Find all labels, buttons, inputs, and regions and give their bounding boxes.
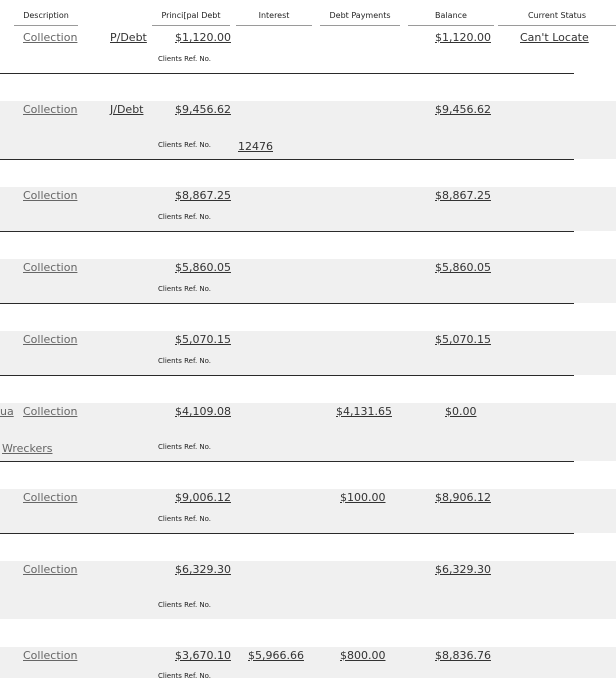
description-cell[interactable]: Collection [23, 491, 78, 504]
clients-ref-label: Clients Ref. No. [158, 285, 212, 293]
principal-cell[interactable]: $4,109.08 [175, 405, 231, 418]
row-band [0, 561, 616, 619]
balance-cell[interactable]: $5,860.05 [435, 261, 491, 274]
header-balance-label: Balance [435, 11, 467, 20]
interest-cell[interactable]: $5,966.66 [248, 649, 304, 662]
row-band [0, 187, 616, 231]
description-cell[interactable]: Collection [23, 405, 78, 418]
description-cell[interactable]: Collection [23, 261, 78, 274]
header-principal-label: Princi[pal Debt [161, 11, 221, 20]
description-cell[interactable]: Collection [23, 333, 78, 346]
balance-cell[interactable]: $8,867.25 [435, 189, 491, 202]
header-interest [236, 10, 312, 26]
client-name-fragment[interactable]: ua [0, 405, 14, 418]
balance-cell[interactable]: $1,120.00 [435, 31, 491, 44]
clients-ref-label: Clients Ref. No. [158, 515, 212, 523]
clients-ref-label: Clients Ref. No. [158, 55, 212, 63]
header-underline [152, 25, 230, 26]
principal-cell[interactable]: $8,867.25 [175, 189, 231, 202]
header-underline [14, 25, 78, 26]
principal-cell[interactable]: $9,456.62 [175, 103, 231, 116]
row-divider [0, 461, 574, 462]
balance-cell[interactable]: $8,836.76 [435, 649, 491, 662]
header-status-label: Current Status [527, 11, 587, 20]
clients-ref-label: Clients Ref. No. [158, 672, 212, 678]
header-payments-label: Debt Payments [329, 11, 391, 20]
row-band [0, 647, 616, 678]
header-underline [498, 25, 616, 26]
debt-type-cell[interactable]: P/Debt [110, 31, 147, 44]
payments-cell[interactable]: $100.00 [340, 491, 386, 504]
row-divider [0, 303, 574, 304]
row-divider [0, 533, 574, 534]
payments-cell[interactable]: $4,131.65 [336, 405, 392, 418]
principal-cell[interactable]: $5,070.15 [175, 333, 231, 346]
row-band [0, 259, 616, 303]
clients-ref-label: Clients Ref. No. [158, 141, 212, 149]
row-divider [0, 375, 574, 376]
header-debt-payments [320, 10, 400, 26]
balance-cell[interactable]: $0.00 [445, 405, 477, 418]
clients-ref-label: Clients Ref. No. [158, 443, 212, 451]
client-name-fragment[interactable]: Wreckers [2, 442, 53, 455]
header-interest-label: Interest [258, 11, 290, 20]
clients-ref-label: Clients Ref. No. [158, 601, 212, 609]
balance-cell[interactable]: $8,906.12 [435, 491, 491, 504]
description-cell[interactable]: Collection [23, 563, 78, 576]
row-divider [0, 605, 574, 606]
principal-cell[interactable]: $1,120.00 [175, 31, 231, 44]
principal-cell[interactable]: $6,329.30 [175, 563, 231, 576]
balance-cell[interactable]: $5,070.15 [435, 333, 491, 346]
description-cell[interactable]: Collection [23, 189, 78, 202]
principal-cell[interactable]: $9,006.12 [175, 491, 231, 504]
balance-cell[interactable]: $6,329.30 [435, 563, 491, 576]
clients-ref-value[interactable]: 12476 [238, 140, 273, 153]
clients-ref-label: Clients Ref. No. [158, 357, 212, 365]
header-underline [408, 25, 494, 26]
row-divider [0, 159, 574, 160]
row-band [0, 403, 616, 461]
row-divider [0, 231, 574, 232]
description-cell[interactable]: Collection [23, 103, 78, 116]
header-principal-debt [152, 10, 230, 26]
status-cell[interactable]: Can't Locate [520, 31, 589, 44]
principal-cell[interactable]: $5,860.05 [175, 261, 231, 274]
clients-ref-label: Clients Ref. No. [158, 213, 212, 221]
description-cell[interactable]: Collection [23, 31, 78, 44]
header-underline [320, 25, 400, 26]
row-band [0, 489, 616, 533]
row-band [0, 331, 616, 375]
header-current-status [498, 10, 616, 26]
header-description-label: Description [23, 11, 69, 20]
debt-type-cell[interactable]: J/Debt [110, 103, 144, 116]
description-cell[interactable]: Collection [23, 649, 78, 662]
header-description [14, 10, 78, 26]
row-band [0, 101, 616, 159]
payments-cell[interactable]: $800.00 [340, 649, 386, 662]
balance-cell[interactable]: $9,456.62 [435, 103, 491, 116]
row-divider [0, 73, 574, 74]
principal-cell[interactable]: $3,670.10 [175, 649, 231, 662]
header-underline [236, 25, 312, 26]
header-balance [408, 10, 494, 26]
